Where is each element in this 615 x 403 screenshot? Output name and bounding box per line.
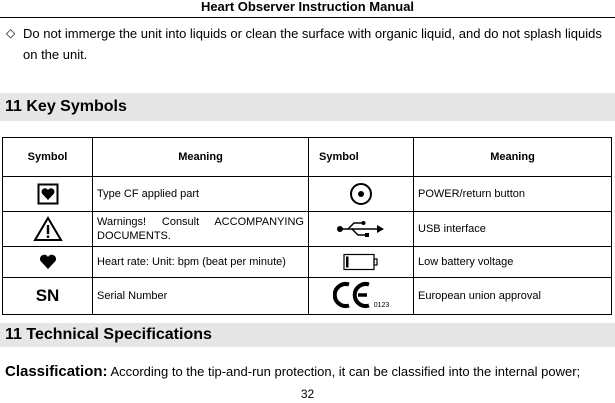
symbol-cell <box>3 177 93 212</box>
notified-body-number: 0123 <box>373 301 390 309</box>
classification-paragraph <box>5 363 580 380</box>
symbols-table <box>2 137 612 315</box>
symbol-cell <box>309 278 414 315</box>
ce-mark-icon <box>333 281 373 309</box>
column-header: Meaning <box>414 138 612 177</box>
power-return-icon <box>349 182 373 206</box>
table-header-row <box>3 138 612 177</box>
symbol-cell <box>309 212 414 247</box>
column-header: Meaning <box>93 138 309 177</box>
meaning-cell: European union approval <box>414 278 612 315</box>
bullet-item <box>6 23 606 65</box>
diamond-bullet-icon: ◇ <box>6 26 16 40</box>
page-number: 32 <box>300 387 315 401</box>
classification-label: Classification: <box>5 363 108 380</box>
table-row <box>3 177 612 212</box>
symbol-cell <box>3 212 93 247</box>
section-key-symbols <box>0 93 615 121</box>
meaning-cell: Heart rate: Unit: bpm (beat per minute) <box>93 247 309 278</box>
section-technical-specifications <box>0 323 615 347</box>
bullet-text: Do not immerge the unit into liquids or clean the surface with organic liquid, and do not splash liquids on the unit. <box>23 26 602 62</box>
symbol-cell <box>309 247 414 278</box>
low-battery-icon <box>343 253 379 271</box>
meaning-cell: Type CF applied part <box>93 177 309 212</box>
meaning-cell: Serial Number <box>93 278 309 315</box>
classification-text: According to the tip-and-run protection, it can be classified into the internal power; <box>110 364 581 379</box>
symbol-cell <box>3 278 93 315</box>
table-row <box>3 212 612 247</box>
warning-triangle-icon <box>33 216 63 242</box>
meaning-cell: Low battery voltage <box>414 247 612 278</box>
page-header <box>0 0 615 18</box>
table-row <box>3 278 612 315</box>
serial-number-symbol: SN <box>35 286 60 305</box>
cf-applied-part-icon <box>37 183 59 205</box>
section-title: 11 Technical Specifications <box>5 326 212 343</box>
manual-title: Heart Observer Instruction Manual <box>200 0 415 14</box>
table-row <box>3 247 612 278</box>
symbol-cell <box>309 177 414 212</box>
meaning-cell: USB interface <box>414 212 612 247</box>
meaning-cell: Warnings! Consult ACCOMPANYING DOCUMENTS. <box>93 212 309 247</box>
ce-mark <box>333 281 390 309</box>
heart-icon <box>39 254 57 270</box>
meaning-cell: POWER/return button <box>414 177 612 212</box>
usb-icon <box>336 219 386 239</box>
column-header: Symbol <box>309 138 414 177</box>
section-title: 11 Key Symbols <box>5 98 127 115</box>
symbol-cell <box>3 247 93 278</box>
column-header: Symbol <box>3 138 93 177</box>
